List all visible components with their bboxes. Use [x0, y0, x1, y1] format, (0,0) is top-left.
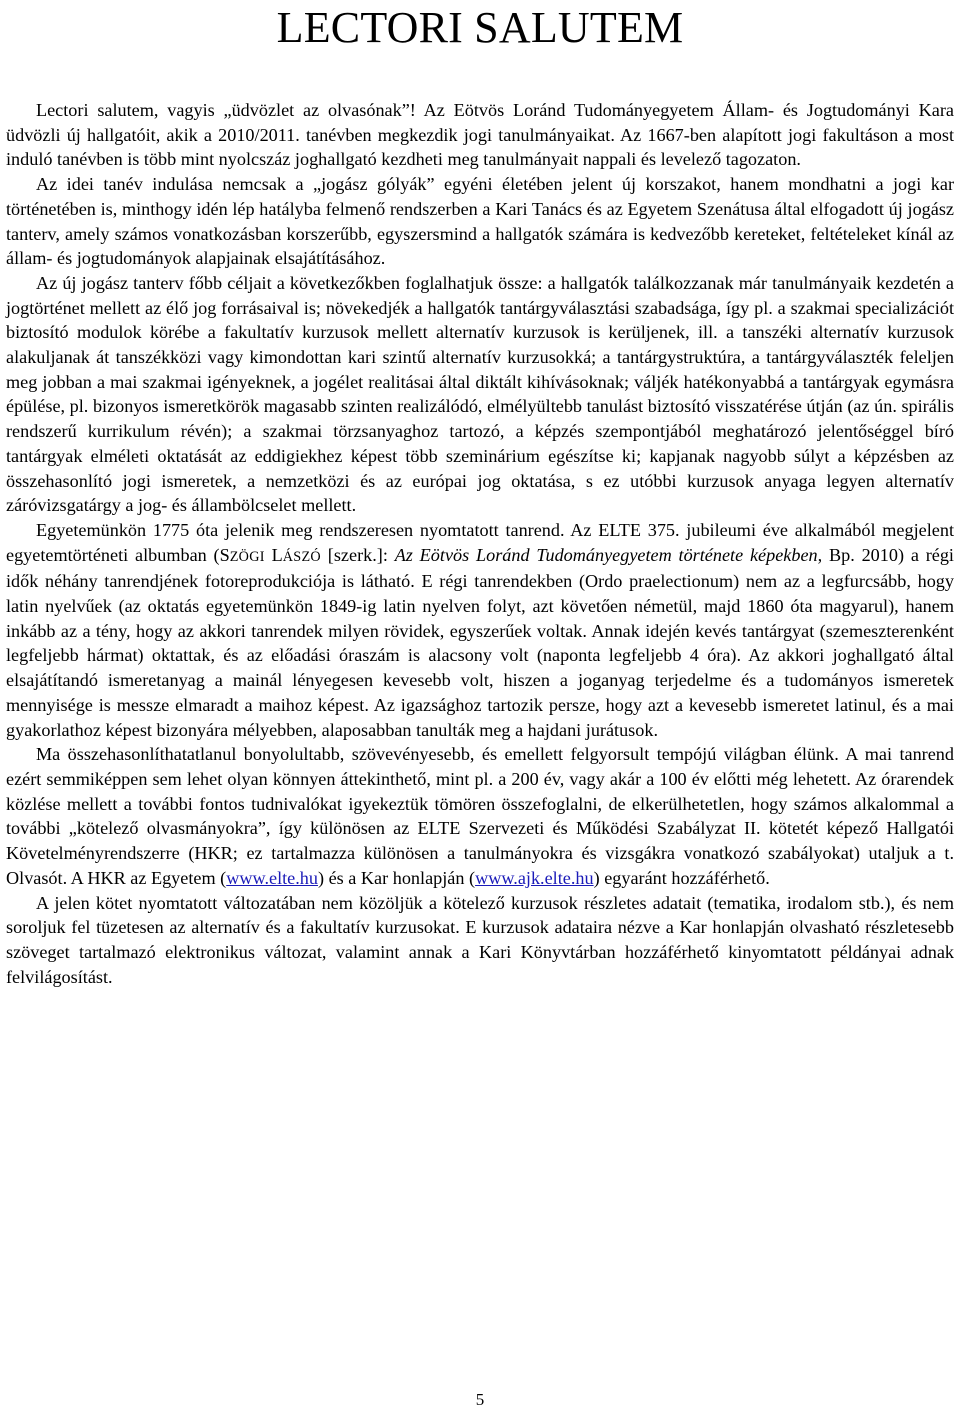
paragraph-printed-version: A jelen kötet nyomtatott változatában nem közöljük a kötelező kurzusok részletes adatait (tematika, irodalom stb.), és nem soroljuk fel tüzetesen az alternatív és a fakultatív kurzusokat. E kurzusok adataira nézve a Kar honlapján olvasható részletesebb szöveget tartalmazó elektronikus változat, valamint annak a Kari Könyvtárban hozzáférhető kinyomtatott példányai adnak felvilágosítást. — [6, 892, 954, 987]
paragraph-modern-timetable — [6, 742, 954, 890]
history-text-d: Bp. 2010) a régi idők néhány tanrendjének fotoreprodukciója is látható. E régi tanrendekben (Ordo praelectionum) nem az a legfurcsább, hogy latin nyelvűek (az oktatás egyetemünkön 1849-ig latin nyelven folyt, azt követően németül, majd 1860 óta magyarul), hanem inkább az a tény, hogy az akkori tanrendek milyen rövidek, egyszerűek voltak. Annak idején kevés tantárgyat (szemeszterenként legfeljebb hármat) oktattak, és az előadási óraszám is alacsony volt (naponta legfeljebb 4 óra). Az akkori joghallgató által elsajátítandó ismeretanyag a mainál lényegesen kevesebb volt, hiszen a joganyag terjedelme és a tudományos ismeretek mennyisége is messze elmaradt a maihoz képest. Az igazsághoz tartozik persze, hogy azt a kevesebb ismeretet latinul, és a mai gyakorlathoz képest bizonyára mélyebben, alaposabban tanulták meg a hajdani jurátusok. — [6, 544, 954, 740]
book-title-italic: Az Eötvös Loránd Tudományegyetem története képekben, — [394, 544, 823, 565]
page-number: 5 — [475, 1390, 485, 1409]
modern-text-c: ) egyaránt hozzáférhető. — [593, 867, 770, 888]
modern-text-b: ) és a Kar honlapján ( — [318, 867, 476, 888]
modern-text-a: Ma összehasonlíthatatlanul bonyolultabb, szövevényesebb, és emellett felgyorsult tempójú világban élünk. A mai tanrend ezért semmiképpen sem lehet olyan könnyen áttekinthető, mint pl. a 200 év, vagy akár a 100 év előtti még lehetett. Az órarendek közlése mellett a további fontos tudnivalókat igyekeztük tömören összefoglalni, de elkerülhetetlen, hogy számos alkalommal a további „kötelező olvasmányokra”, így különösen az ELTE Szervezeti és Működési Szabályzat II. kötetét képező Hallgatói Követelményrendszerre (HKR; ez tartalmazza különösen a tanulmányokra és vizsgákra vonatkozó szabályokat) utaljuk a t. Olvasót. A HKR az Egyetem ( — [6, 744, 954, 888]
history-text-a: Egyetemünkön 1775 óta jelenik meg rendszeresen nyomtatott tanrend. Az ELTE 375. jubileumi éve alkalmából megjelent egyetemtörténeti albumban (S — [6, 519, 954, 565]
paragraph-curriculum-goals: Az új jogász tanterv főbb céljait a következőkben foglalhatjuk össze: a hallgatók találkozzanak már tanulmányaik kezdetén a jogtörténet mellett az élő jog forrásaival is; növekedjék a hallgatók tantárgyválasztási szabadsága, így pl. a szakmai specializációt biztosító modulok körébe a fakultatív kurzusok mellett alternatív kurzusok is kerüljenek, ill. a tanszéki alternatív kurzusok alakuljanak át tanszékközi vagy kimondottan kari szintű alternatív kurzusokká; a tantárgystruktúra, a tantárgyválaszték feleljen meg jobban a mai szakmai igényeknek, a jogélet realitásai által diktált kihívásoknak; váljék hatékonyabbá a tantárgyak egymásra épülése, pl. bizonyos ismeretkörök magasabb szinten realizálódó, elmélyültebb tanulást biztosító visszatérése útján (az ún. spirális rendszerű kurrikulum révén); a szakmai törzsanyaghoz tartozó, a képzés szempontjából meghatározó jelentőséggel bíró tantárgyak elméleti oktatását az eddigiekhez képest több szeminárium egészítse ki; kapjanak nagyobb súlyt a képzésben az összehasonlító jogi ismeretek, a nemzetközi és az európai jog oktatása, s ez utóbbi kurzusok anyaga legyen alternatív záróvizsgatárgy a jog- és állambölcselet mellett. — [6, 272, 954, 516]
elte-website-link[interactable]: www.elte.hu — [226, 867, 318, 888]
paragraph-history — [6, 518, 954, 742]
history-text-c: [szerk.]: — [320, 544, 395, 565]
page-title: LECTORI SALUTEM — [276, 3, 684, 52]
paragraph-intro: Lectori salutem, vagyis „üdvözlet az olvasónak”! Az Eötvös Loránd Tudományegyetem Állam- és Jogtudományi Kara üdvözli új hallgatóit, akik a 2010/2011. tanévben megkezdik jogi tanulmányaikat. Az 1667-ben alapított jogi fakultáson a most induló tanévben is több mint nyolcszáz joghallgató kezdheti meg tanulmányait nappali és levelező tagozaton. — [6, 100, 954, 170]
document-body — [6, 98, 954, 989]
author-smallcaps-1: ZÖGI — [229, 548, 265, 565]
faculty-website-link[interactable]: www.ajk.elte.hu — [475, 867, 594, 888]
paragraph-new-curriculum: Az idei tanév indulása nemcsak a „jogász gólyák” egyéni életében jelent új korszakot, hanem mondhatni a jogi kar történetében is, minthogy idén lép hatályba felmenő rendszerben a Kari Tanács és az Egyetem Szenátusa által elfogadott új jogász tanterv, amely számos vonatkozásban korszerűbb, egyszersmind a hallgatók számára is kedvezőbb kereteket, feltételeket kínál az állam- és jogtudományok alapjainak elsajátításához. — [6, 174, 954, 269]
history-text-b: L — [264, 544, 283, 565]
author-smallcaps-2: ÁSZÓ — [282, 548, 321, 565]
